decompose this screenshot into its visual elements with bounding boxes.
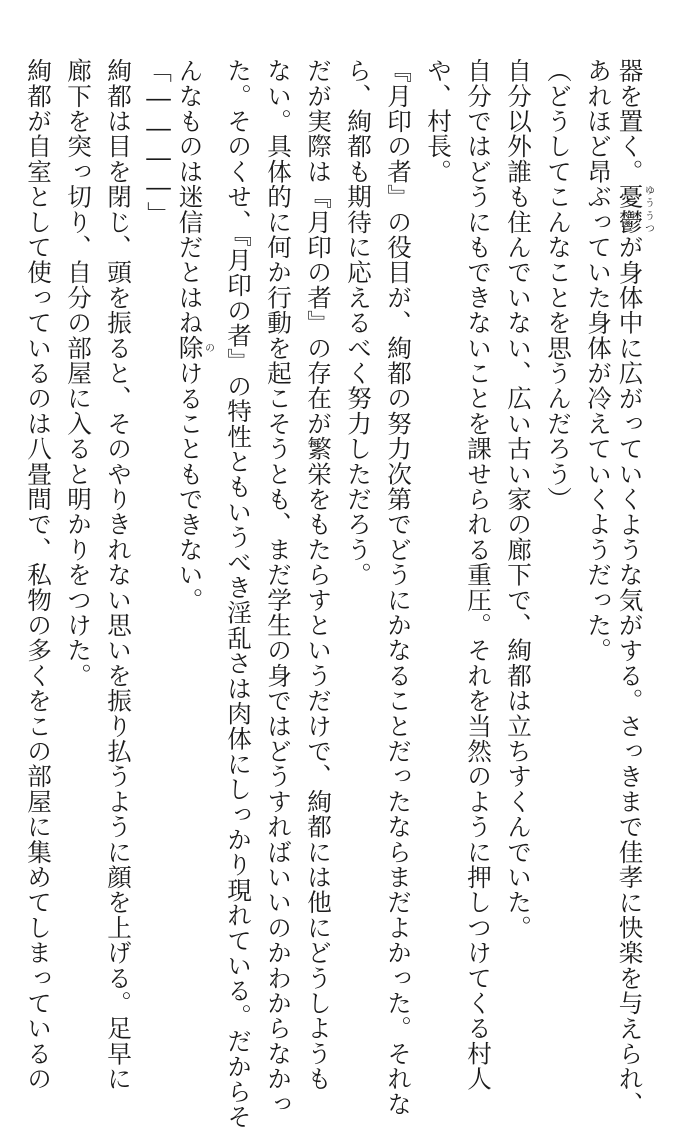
text-line [615,58,654,1117]
ruby-reading: ゆううつ [642,184,654,235]
text-line: ら、絢都も期待に応えるべく努力しただろう。 [344,58,373,588]
text-line: や、村長。 [424,58,453,184]
text-line: 『月印の者』の役目が、絢都の努力次第でどうにかなることだったならまだよかった。それな [384,58,413,1117]
ruby-base: 除 [175,335,205,361]
ruby-base: 憂鬱 [615,184,645,235]
line-part: けることもできない。 [175,360,205,613]
text-line: ない。具体的に何か行動を起こそうとも、まだ学生の身ではどうすればいいのかわからなかっ [264,58,293,1117]
text-line: 「――――」 [144,58,173,227]
text-line: （どうしてこんなことを思うんだろう） [544,58,573,512]
line-part: んなものは迷信だとはね [175,58,205,336]
text-line: あれほど昂ぶっていた身体が冷えていくようだった。 [584,58,613,663]
line-part: が身体中に広がっていくような気がする。さっきまで佳孝に快楽を与えられ、 [615,234,645,1117]
text-line: だが実際は『月印の者』の存在が繁栄をもたらすというだけで、絢都には他にどうしようも [304,58,333,1092]
text-line: 絢都は目を閉じ、頭を振ると、そのやりきれない思いを振り払うように顔を上げる。足早に [104,58,133,1092]
furigana-nokeru [175,335,214,361]
text-line: 自分ではどうにもできないことを課せられる重圧。それを当然のように押しつけてくる村人 [464,58,493,1092]
text-line: た。そのくせ、『月印の者』の特性ともいうべき淫乱さは肉体にしっかり現れている。だからそ [224,58,253,1129]
text-line: 絢都が自室として使っているのは八畳間で、私物の多くをこの部屋に集めてしまっているの [24,58,53,1092]
text-line: 廊下を突っ切り、自分の部屋に入ると明かりをつけた。 [64,58,93,688]
line-part: 器を置く。 [615,58,645,184]
furigana-yuutsu [615,184,654,235]
ruby-reading: の [202,335,214,361]
text-line [175,58,214,613]
text-line: 自分以外誰も住んでいない、広い古い家の廊下で、絢都は立ちすくんでいた。 [504,58,533,940]
